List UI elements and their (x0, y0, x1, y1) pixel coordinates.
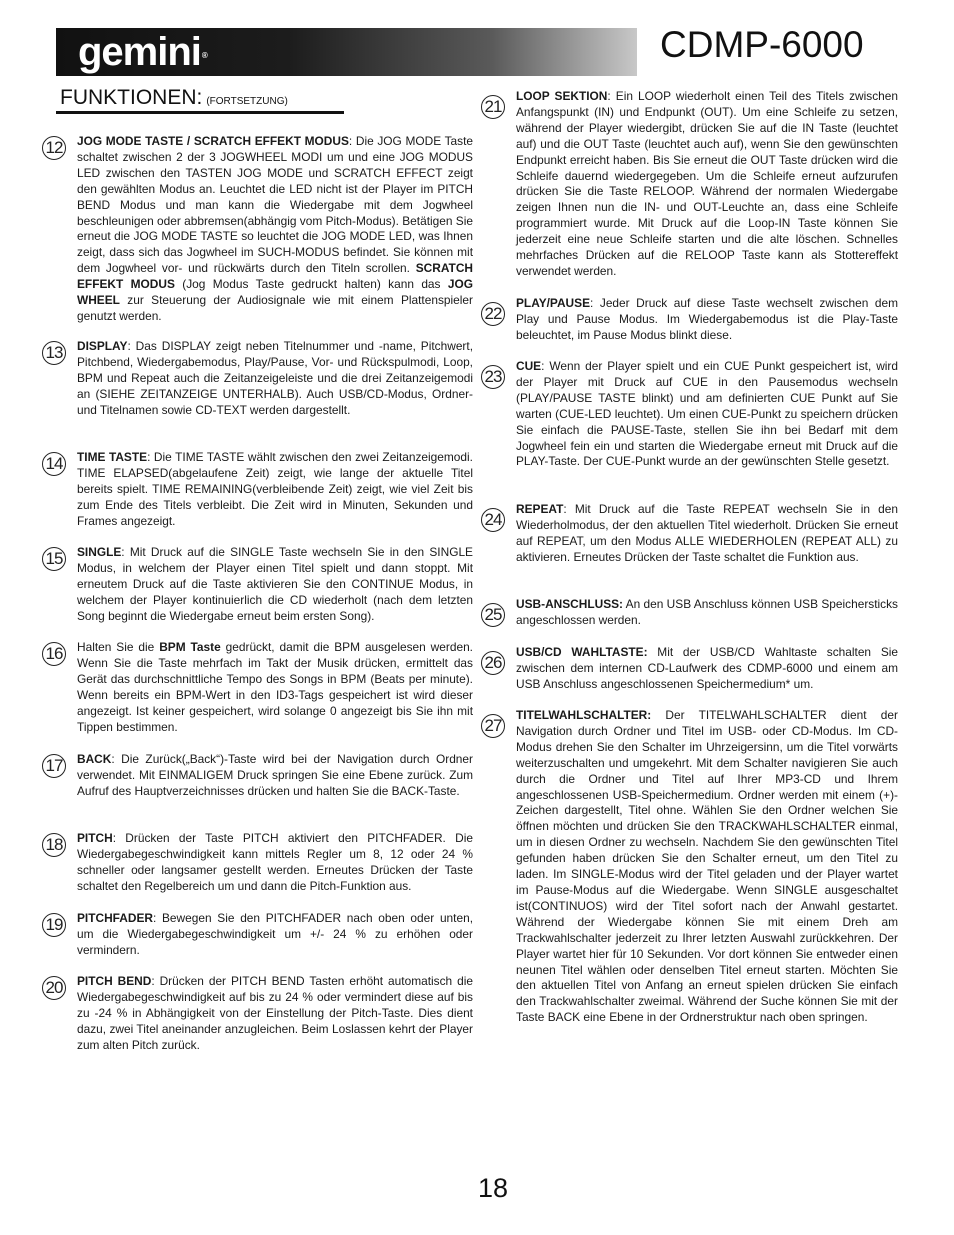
function-item-12 (42, 134, 473, 325)
item-term: USB/CD WAHLTASTE: (516, 645, 648, 659)
item-number-badge: 13 (42, 341, 66, 365)
item-number-badge: 21 (481, 95, 505, 119)
item-term: JOG MODE TASTE / SCRATCH EFFEKT MODUS (77, 134, 349, 148)
item-term: TIME TASTE (77, 450, 148, 464)
item-term: DISPLAY (77, 339, 128, 353)
item-number-badge: 19 (42, 913, 66, 937)
item-term: PLAY/PAUSE (516, 296, 591, 310)
item-number-badge: 22 (481, 302, 505, 326)
item-text: : Drücken der Taste PITCH aktiviert den PITCHFADER. Die Wiedergabegeschwindigkeit kann mittels Regler um 8, 12 oder 24 % schneller oder langsamer gestellt werden. Erneutes Drücken der Taste schaltet den Regelbereich um und dann die Pitch-Funktion aus. (77, 831, 473, 893)
item-number-badge: 14 (42, 452, 66, 476)
item-text: : Bewegen Sie den PITCHFADER nach oben oder unten, um die Wiedergabegeschwindigkeit um +/- 24 % zu erhöhen oder vermindern. (77, 911, 473, 957)
item-number-badge: 12 (42, 136, 66, 160)
item-text: Der TITELWAHLSCHALTER dient der Navigation durch Ordner und Titel im USB- oder CD-Modus. Im CD-Modus drehen Sie den Schalter im Uhrzeigersinn, um die Titel vorwärts weiterzuschalten und umgekehrt. Mit dem Schalter navigieren Sie auch durch die Ordner und Titel auf Ihrer MP3-CD und Ihrem angeschlossenen USB-Speichermedium. Ordner werden mit einem (+)-Zeichen dargestellt, Titel ohne. Wählen Sie den Ordner welchen Sie öffnen möchten und drücken Sie den TRACKWAHLSCHALTER einmal, um in diesen Ordner zu wechseln. Nachdem Sie den gewünschten Titel gefunden haben drücken Sie den Schalter erneut, um den Titel zu laden. Im SINGLE-Modus wird der Titel geladen und der Player wartet im Pause-Modus auf die Wiedergabe. Wenn SINGLE ausgeschaltet ist(CONTINUOS) wird der Titel sofort nach der Anwahl gestartet. Während der Wiedergabe können Sie mit einem Dreh am Trackwahlschalter jederzeit zu Ihrer letzten Auswahl zurückkehren. Der Player wartet hier für 10 Sekunden. Vor dort können Sie entweder einen neunen Titel wählen oder denselben Titel erneut starten. Möchten Sie den aktuellen Titel von Anfang an erneut spielen drücken Sie einfach den Trackwahlschalter zweimal. Während der Suche können Sie mit der Taste BACK eine Ebene in der Ordnerstruktur nach oben springen. (516, 708, 898, 1025)
item-description (516, 645, 898, 693)
function-item-21 (481, 89, 898, 280)
item-description (77, 640, 473, 735)
page-number: 18 (478, 1173, 509, 1203)
item-number-badge: 18 (42, 833, 66, 857)
function-item-17 (42, 752, 473, 800)
item-text: : Die Zurück(„Back“)-Taste wird bei der Navigation durch Ordner verwendet. Mit EINMALIGEM Druck springen Sie eine Ebene zurück. Zum Aufruf des Hauptverzeichnisses drücken und halten Sie die BACK-Taste. (77, 752, 473, 798)
item-description (77, 831, 473, 895)
item-number-badge: 16 (42, 642, 66, 666)
item-text: : Mit Druck auf die Taste REPEAT wechseln Sie in den Wiederholmodus, der den aktuellen Titel wiederholt. Drücken Sie erneut auf REPEAT, um den Modus ALLE WIEDERHOLEN (REPEAT ALL) zu aktivieren. Erneutes Drücken der Taste schaltet die Funktion aus. (516, 502, 898, 564)
item-number-badge: 23 (481, 365, 505, 389)
function-item-20 (42, 974, 473, 1054)
item-term: SCRATCH EFFEKT MODUS (77, 261, 473, 292)
item-text: : Die TIME TASTE wählt zwischen den zwei Zeitanzeigemodi. TIME ELAPSED(abgelaufene Zeit) zeigt, wie lange der aktuelle Titel bereits spielt. TIME REMAINING(verbleibende Zeit) zeigt, wie viel Zeit bis zum Ende des Titels verbleibt. Die Zeit wird in Minuten, Sekunden und Frames angezeigt. (77, 450, 473, 528)
item-text: : Ein LOOP wiederholt einen Teil des Titels zwischen Anfangspunkt (IN) und Endpunkt (OUT). Um eine Schleife zu setzen, während der Player wiedergibt, drücken Sie auf die IN Taste (leuchtet auf) und die OUT Taste (leuchtet auch auf), wenn Sie den gewünschten Endpunkt erreicht haben. Bis Sie erneut die OUT Taste drücken wird die Schleife dauernd wiedergegeben. Um die Schleife erneut aufzurufen drücken Sie die Taste RELOOP. Während der normalen Wiedergabe zeigen Ihnen nun die IN- und OUT-Leuchte an, dass eine Schleife programmiert wurde. Mit Druck auf die Loop-IN Taste können Sie jederzeit eine neue Schleife starten und die alte löschen. Schnelles mehrfaches Drücken auf die RELOOP Taste kann als Stottereffekt verwendet werden. (516, 89, 898, 278)
item-text: : Drücken der PITCH BEND Tasten erhöht automatisch die Wiedergabegeschwindigkeit auf bis zu 24 % oder vermindert diese auf bis zu -24 % in Abhängigkeit von der Einstellung der Pitch-Taste. Dies dient dazu, zwei Titel aneinander anzugleichen. Beim Loslassen kehrt der Player zum alten Pitch zurück. (77, 974, 473, 1052)
item-text: (Jog Modus Taste gedruckt halten) kann das (174, 277, 448, 292)
item-text: : Das DISPLAY zeigt neben Titelnummer und -name, Pitchwert, Pitchbend, Wiedergabemodus, Play/Pause, Vor- und Rückspulmodi, Loop, BPM und Repeat auch die Zeitanzeigeleiste und die drei Zeitanzeigemodi an (SIEHE ZEITANZEIGE UNTERHALB). Auch USB/CD-Modus, Ordner- und Titelnamen sowie CD-TEXT werden dargestellt. (77, 339, 473, 417)
item-text: gedrückt, damit die BPM ausgelesen werden. Wenn Sie die Taste mehrfach im Takt der Musik drücken, ermittelt das Gerät das durchschnittliche Tempo des Songs in BPM (Beats per minute). Wenn bereits ein BPM-Wert in den ID3-Tags gespeichert ist wird dieser angezeigt. Ist keiner gespeichert, wird solange 0 angezeigt bis Sie ihn mit Tippen bestimmen. (77, 640, 473, 734)
item-term: CUE (516, 359, 542, 373)
item-description (77, 752, 473, 800)
item-description (77, 545, 473, 625)
section-title-sub: (FORTSETZUNG) (206, 96, 288, 107)
function-item-18 (42, 831, 473, 895)
item-description (77, 339, 473, 419)
item-description (77, 974, 473, 1054)
item-term: JOG WHEEL (77, 277, 473, 308)
item-term: LOOP SEKTION (516, 89, 608, 103)
function-item-23 (481, 359, 898, 470)
function-item-24 (481, 502, 898, 566)
section-rule (56, 111, 344, 114)
item-description (516, 502, 898, 566)
gemini-logo: gemini® (78, 30, 207, 74)
item-number-badge: 20 (42, 976, 66, 1000)
function-item-27 (481, 708, 898, 1026)
item-description (516, 296, 898, 344)
item-term: PITCH BEND (77, 974, 152, 988)
item-text: Mit der USB/CD Wahltaste schalten Sie zwischen dem internen CD-Laufwerk des CDMP-6000 und einem am USB Anschluss angeschlossenen Speichermedium* um. (516, 645, 899, 691)
function-item-19 (42, 911, 473, 959)
item-number-badge: 27 (481, 714, 505, 738)
item-term: PITCH (77, 831, 113, 845)
header-banner (56, 28, 637, 76)
function-item-25 (481, 597, 898, 629)
item-term: USB-ANSCHLUSS: (516, 597, 624, 611)
item-text: An den USB Anschluss können USB Speichersticks angeschlossen werden. (516, 597, 898, 627)
item-description (516, 597, 898, 629)
function-item-15 (42, 545, 473, 625)
item-term: BPM Taste (159, 640, 221, 654)
function-item-13 (42, 339, 473, 419)
item-term: BACK (77, 752, 112, 766)
item-text: : Mit Druck auf die SINGLE Taste wechseln Sie in den SINGLE Modus, in welchem der Player einen Titel spielt und dann stoppt. Mit erneutem Druck auf die Taste aktivieren Sie den CONTINUE Modus, in welchem der Player kontinuierlich die CD wiederholt (nach dem letzten Song beginnt die Wiedergabe erneut beim ersten Song). (77, 545, 473, 623)
item-number-badge: 17 (42, 754, 66, 778)
item-text: : Jeder Druck auf diese Taste wechselt zwischen dem Play und Pause Modus. Im Wiedergabemodus ist die Play-Taste beleuchtet, im Pause Modus blinkt diese. (516, 296, 898, 342)
item-text: Halten Sie die (77, 640, 160, 654)
item-description (77, 911, 473, 959)
item-text: zur Steuerung der Audiosignale wie mit einem Plattenspieler genutzt werden. (77, 293, 473, 323)
item-number-badge: 24 (481, 508, 505, 532)
item-term: TITELWAHLSCHALTER: (516, 708, 652, 722)
item-description (516, 359, 898, 470)
function-item-26 (481, 645, 898, 693)
section-title (60, 86, 288, 110)
item-number-badge: 15 (42, 547, 66, 571)
item-term: PITCHFADER (77, 911, 153, 925)
item-description (516, 708, 898, 1026)
function-item-22 (481, 296, 898, 344)
function-item-16 (42, 640, 473, 735)
function-item-14 (42, 450, 473, 530)
item-description (516, 89, 898, 280)
item-term: SINGLE (77, 545, 122, 559)
model-title: CDMP-6000 (660, 24, 864, 65)
item-description (77, 450, 473, 530)
item-number-badge: 25 (481, 603, 505, 627)
item-number-badge: 26 (481, 651, 505, 675)
item-text: : Die JOG MODE Taste schaltet zwischen 2 der 3 JOGWHEEL MODI um und eine JOG MODUS LED zwischen den TASTEN JOG MODE und SCRATCH EFFECT zeigt den gewählten Modus an. Leuchtet die LED nicht ist der Player im PITCH BEND Modus und man kann die Wiedergabe mit dem Jogwheel beschleunigen oder abbremsen(abhängig vom Pitch-Modus). Betätigen Sie erneut die JOG MODE TASTE so leuchtet die JOG MODE LED, was Ihnen zeigt, dass sich das Jogwheel im SUCH-MODUS befindet. Sie können mit dem Jogwheel vor- und rückwärts durch den Titeln scrollen. (77, 134, 473, 276)
section-title-main: FUNKTIONEN: (60, 86, 203, 109)
item-text: : Wenn der Player spielt und ein CUE Punkt gespeichert ist, wird der Player mit Druck auf CUE in den Pausemodus wechseln (PLAY/PAUSE TASTE blinkt) und am definierten CUE Punkt auf Sie warten (CUE-LED leuchtet). Um einen CUE-Punkt zu speichern drücken Sie einfach die PAUSE-Taste, stellen Sie ihn bei Bedarf mit dem Jogwheel fein ein und starten die Wiedergabe erneut mit Druck auf die PLAY-Taste. Der CUE-Punkt wurde an der gewünschten Stelle gesetzt. (516, 359, 898, 469)
item-description (77, 134, 473, 325)
item-term: REPEAT (516, 502, 564, 516)
